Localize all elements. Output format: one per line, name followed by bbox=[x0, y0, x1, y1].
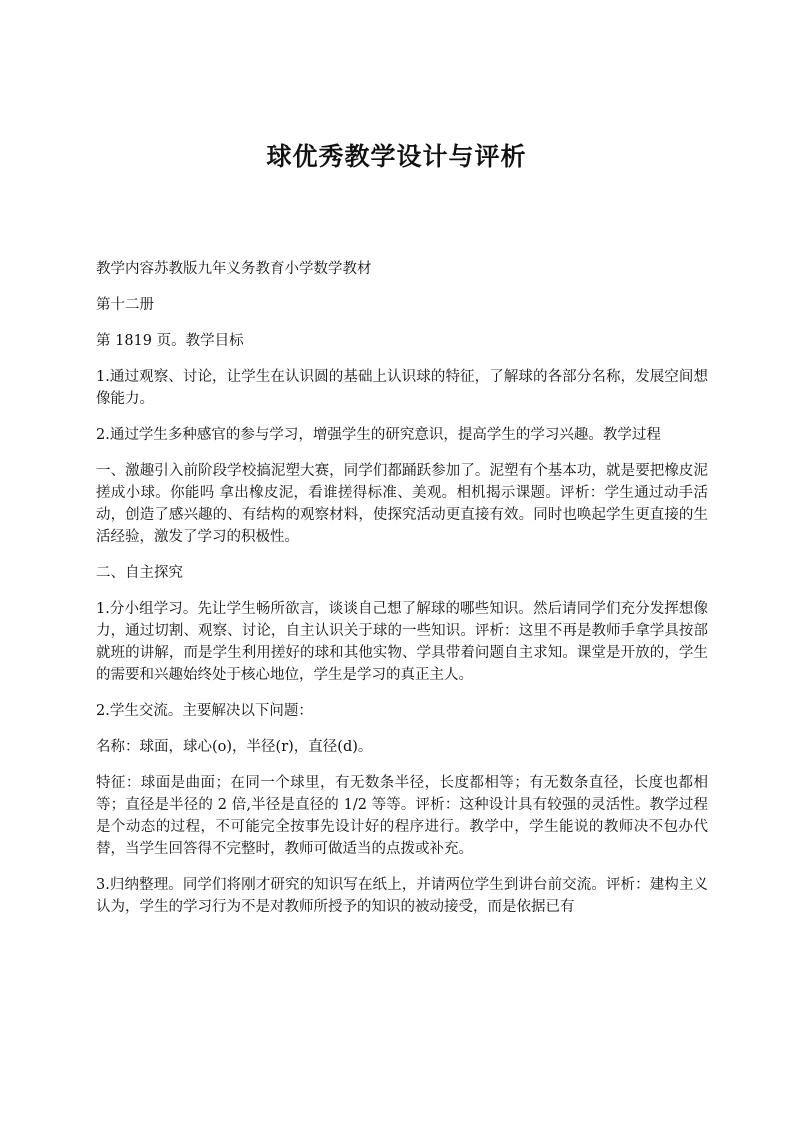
document-title: 球优秀教学设计与评析 bbox=[266, 142, 527, 171]
paragraph-group-study: 1.分小组学习。先让学生畅所欲言，谈谈自己想了解球的哪些知识。然后请同学们充分发挥想像力，通过切割、观察、讨论，自主认识关于球的一些知识。评析：这里不再是教师手拿学具按部就班的讲解，而是学生利用搓好的球和其他实物、学具带着问题自主求知。课堂是开放的，学生的需要和兴趣始终处于核心地位，学生是学习的真正主人。 bbox=[96, 601, 708, 683]
paragraph-objective-2: 2.通过学生多种感官的参与学习，增强学生的研究意识，提高学生的学习兴趣。教学过程 bbox=[96, 427, 661, 443]
paragraph-objective-1: 1.通过观察、讨论，让学生在认识圆的基础上认识球的特征，了解球的各部分名称，发展空间想像能力。 bbox=[96, 369, 708, 407]
paragraph-content-source: 教学内容苏教版九年义务教育小学数学教材 bbox=[96, 261, 372, 277]
paragraph-student-exchange: 2.学生交流。主要解决以下问题： bbox=[96, 703, 313, 719]
paragraph-features: 特征：球面是曲面；在同一个球里，有无数条半径，长度都相等；有无数条直径，长度也都相等；直径是半径的 2 倍,半径是直径的 1/2 等等。评析：这种设计具有较强的灵活性。教学过程是个动态的过程，不可能完全按事先设计好的程序进行。教学中，学生能说的教师决不包办代替，当学生回答得不完整时，教师可做适当的点拨或补充。 bbox=[96, 775, 708, 857]
paragraph-volume: 第十二册 bbox=[96, 297, 154, 313]
paragraph-names: 名称：球面，球心(o)，半径(r)，直径(d)。 bbox=[96, 739, 373, 755]
paragraph-summary: 3.归纳整理。同学们将刚才研究的知识写在纸上，并请两位学生到讲台前交流。评析：建构主义认为，学生的学习行为不是对教师所授予的知识的被动接受，而是依据已有 bbox=[96, 877, 708, 915]
section-heading-self-exploration: 二、自主探究 bbox=[96, 565, 183, 581]
paragraph-pages-objectives: 第 1819 页。教学目标 bbox=[96, 333, 244, 349]
paragraph-introduction: 一、激趣引入前阶段学校搞泥塑大赛，同学们都踊跃参加了。泥塑有个基本功，就是要把橡皮泥搓成小球。你能吗 拿出橡皮泥，看谁搓得标准、美观。相机揭示课题。评析：学生通过动手活动，创造了感兴趣的、有结构的观察材料，使探究活动更直接有效。同时也唤起学生更直接的生活经验，激发了学习的积极性。 bbox=[96, 463, 708, 545]
document-body bbox=[96, 258, 708, 932]
